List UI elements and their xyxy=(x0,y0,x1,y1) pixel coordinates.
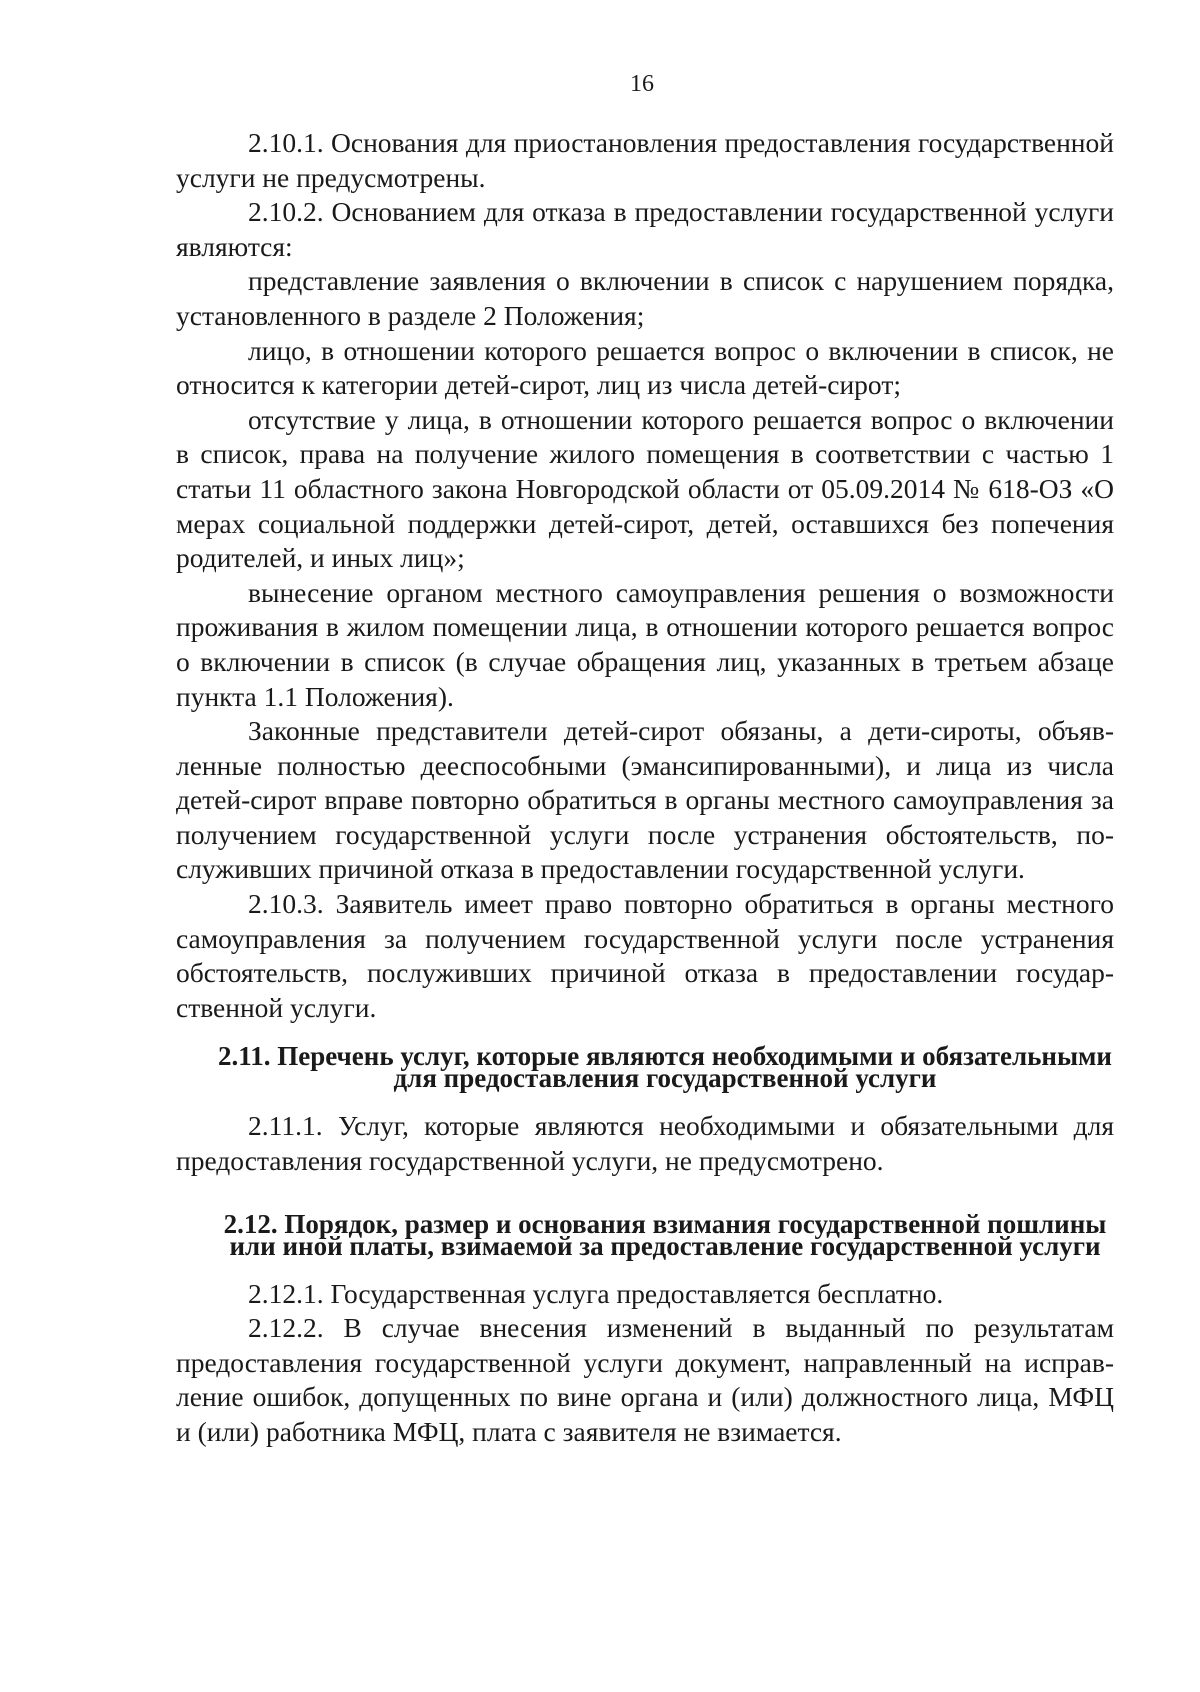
paragraph-2-12-2: 2.12.2. В случае внесения изменений в выданный по результатам предоставления государственной услуги документ, направленный на исправление ошибок, допущенных по вине органа и (или) должностного лица, МФЦ и (или) работника МФЦ, плата с заявителя не взимается. xyxy=(176,1312,1114,1447)
paragraph-refusal-reason-2: лицо, в отношении которого решается вопрос о включении в список, не относится к категории детей-сирот, лиц из числа детей-сирот; xyxy=(176,334,1114,401)
section-heading-2-11: 2.11. Перечень услуг, которые являются необходимыми и обязательными для предоставления государственной услуги xyxy=(217,1041,1112,1094)
paragraph-refusal-reason-1: представление заявления о включении в список с нарушением порядка, установленного в разделе 2 Положения; xyxy=(176,265,1114,331)
document-body xyxy=(176,126,1114,1450)
paragraph-2-10-2: 2.10.2. Основанием для отказа в предоставлении государственной услуги являются: xyxy=(176,196,1114,262)
paragraph-2-10-1: 2.10.1. Основания для приостановления предоставления государственной услуги не предусмотрены. xyxy=(176,127,1114,193)
paragraph-2-10-3: 2.10.3. Заявитель имеет право повторно обратиться в органы местного самоуправления за получением государственной услуги после устранения обстоятельств, послуживших причиной отказа в предоставлении государственной услуги. xyxy=(176,888,1114,1023)
paragraph-legal-representatives: Законные представители детей-сирот обязаны, а дети-сироты, объявленные полностью дееспособными (эмансипированными), и лица из числа детей-сирот вправе повторно обратиться в органы местного самоуправления за получением государственной услуги после устранения обстоятельств, послуживших причиной отказа в предоставлении государственной услуги. xyxy=(176,715,1114,885)
paragraph-2-11-1: 2.11.1. Услуг, которые являются необходимыми и обязательными для предоставления государственной услуги, не предусмотрено. xyxy=(176,1110,1114,1177)
section-heading-2-12: 2.12. Порядок, размер и основания взимания государственной пошлины или иной платы, взимаемой за предоставление государственной услуги xyxy=(223,1208,1107,1261)
paragraph-refusal-reason-4: вынесение органом местного самоуправления решения о возможности проживания в жилом помещении лица, в отношении которого решается вопрос о включении в список (в случае обращения лиц, указанных в третьем абзаце пункта 1.1 Положения). xyxy=(176,576,1114,712)
paragraph-2-12-1: 2.12.1. Государственная услуга предоставляется бесплатно. xyxy=(248,1277,944,1309)
paragraph-refusal-reason-3: отсутствие у лица, в отношении которого решается вопрос о включении в список, права на получение жилого помещения в соответствии с частью 1 статьи 11 областного закона Новгородской области от 05.09.2014 № 618-ОЗ «О мерах социальной поддержки детей-сирот, детей, оставшихся без попечения родителей, и иных лиц»; xyxy=(176,403,1114,574)
page-number: 16 xyxy=(630,71,654,97)
